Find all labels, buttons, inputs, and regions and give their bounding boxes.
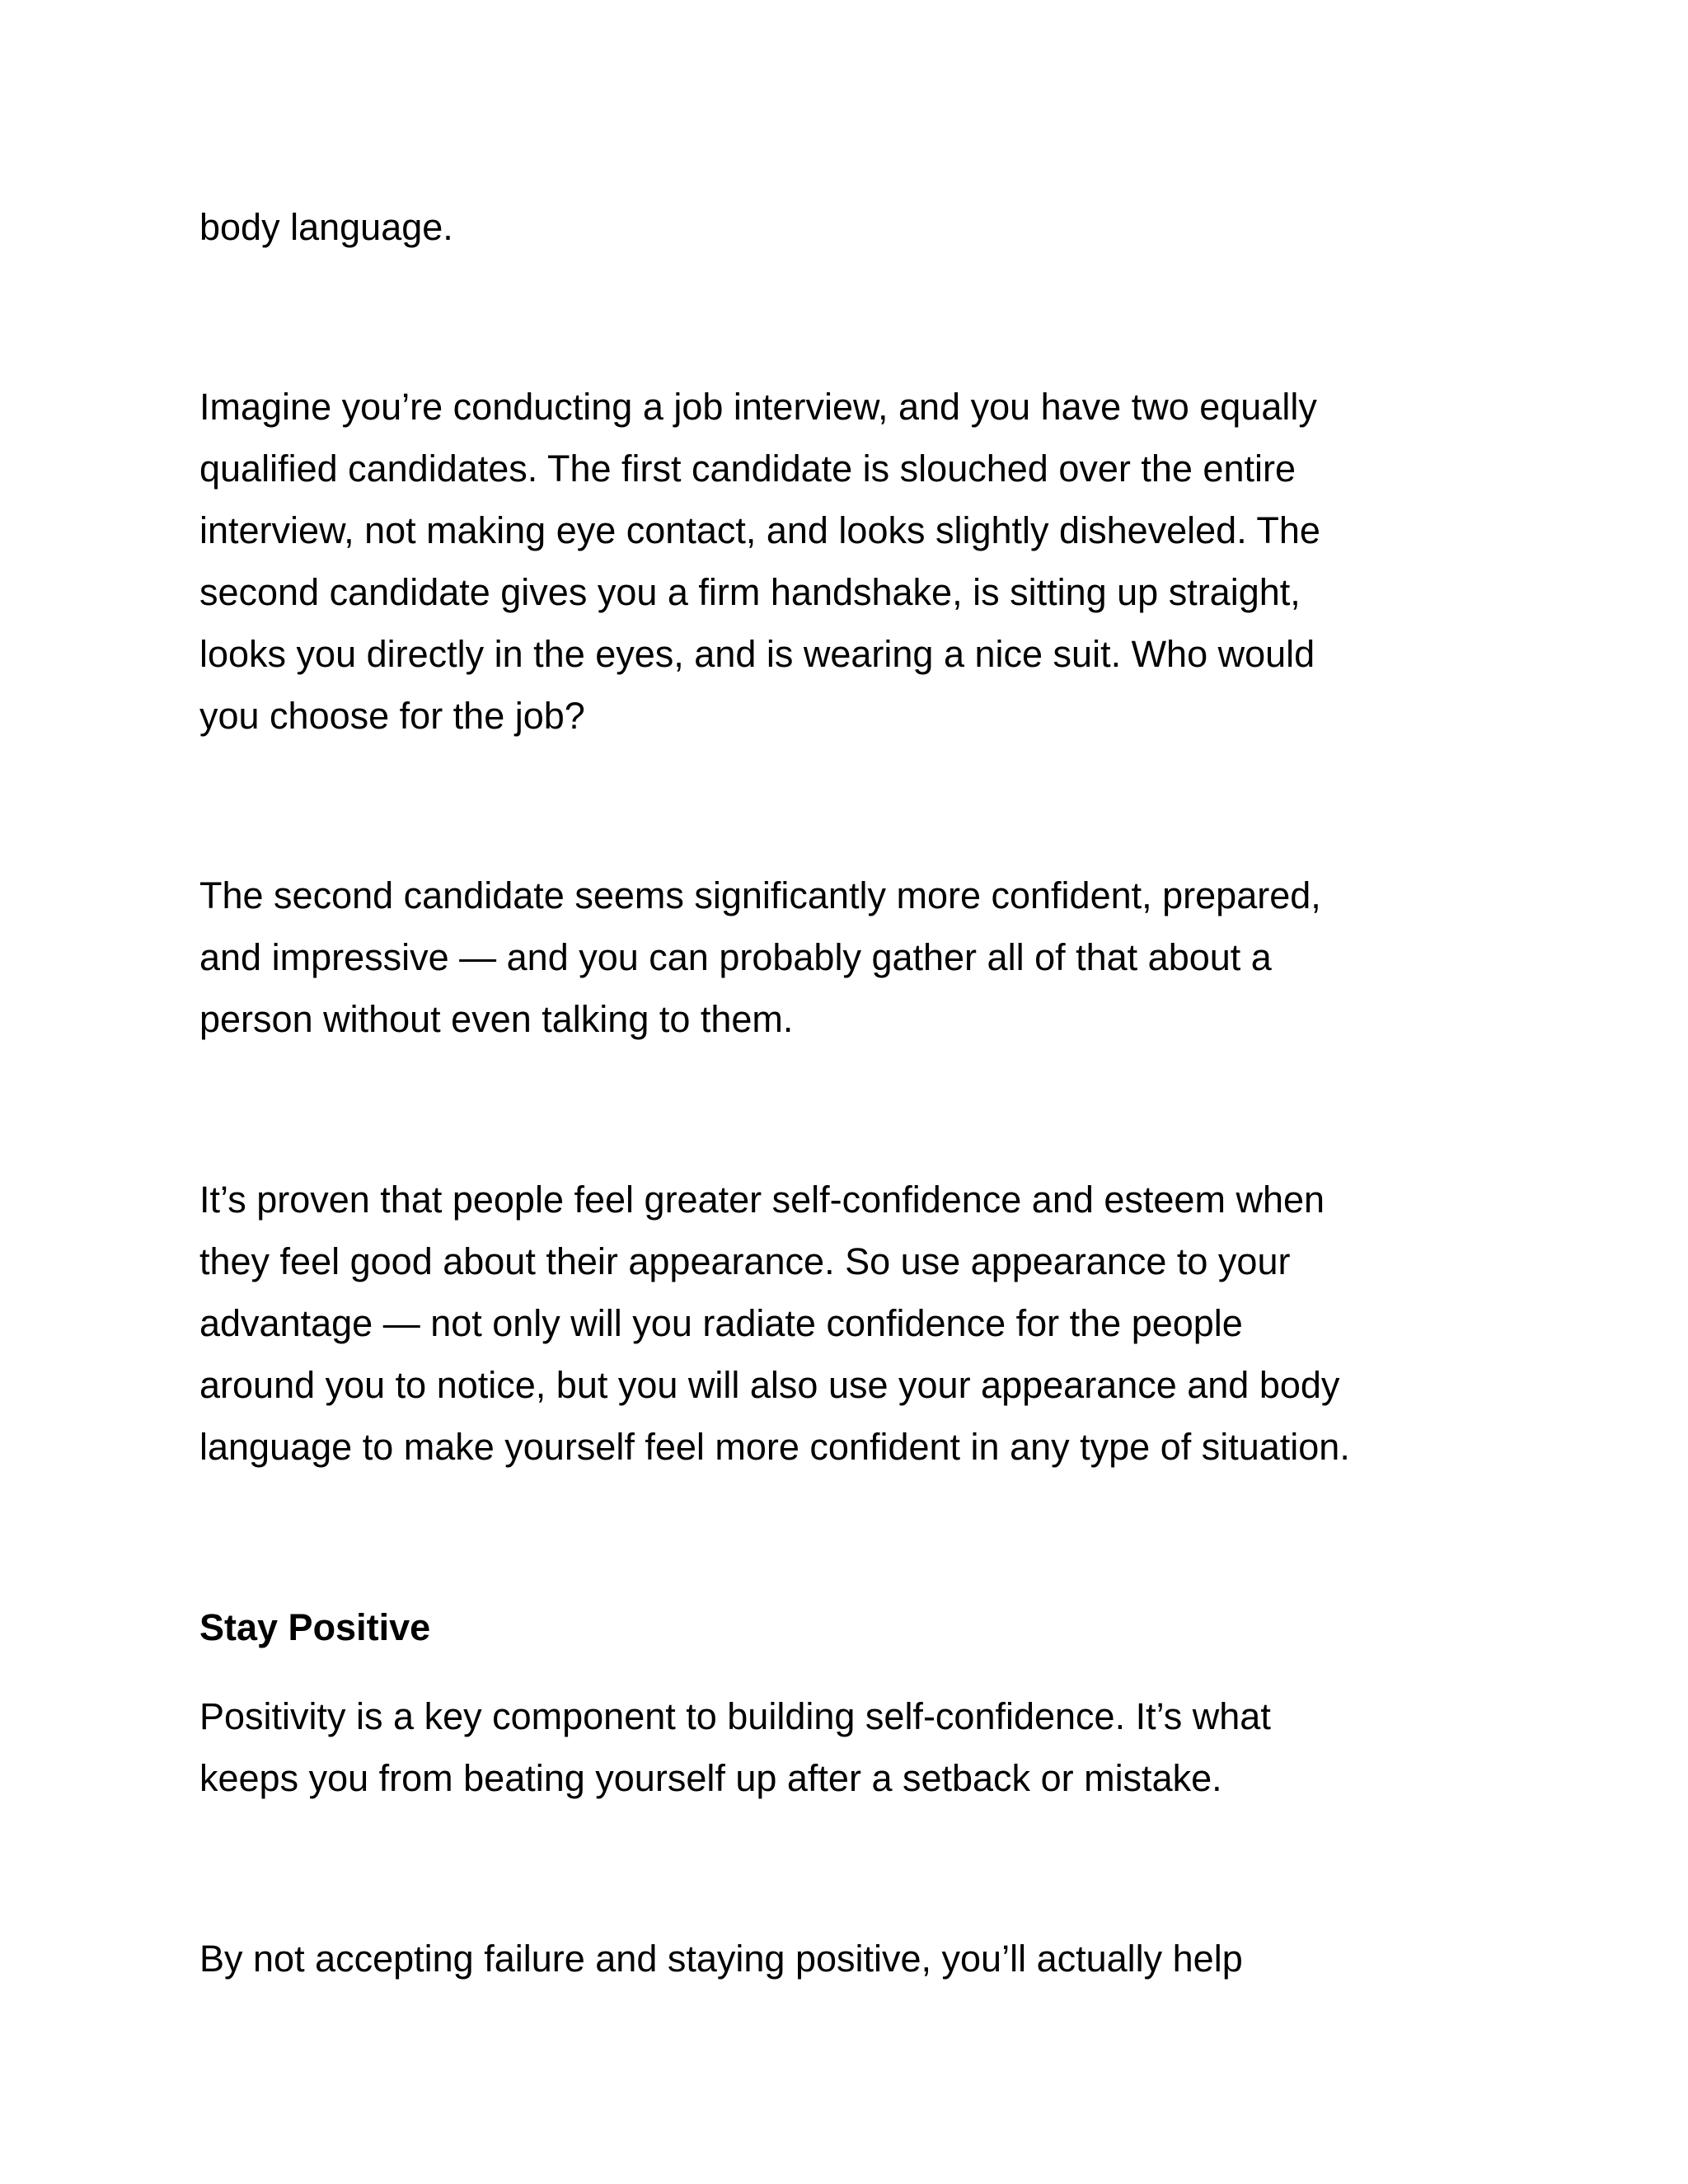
text-line: It’s proven that people feel greater self-confidence and esteem when (199, 1179, 1325, 1221)
text-line: around you to notice, but you will also use your appearance and body (199, 1364, 1340, 1406)
paragraph-positivity (199, 1685, 1518, 1809)
text-line: language to make yourself feel more confident in any type of situation. (199, 1426, 1350, 1468)
paragraph-body-language-end (199, 196, 1518, 258)
text-line: The second candidate seems significantly more confident, prepared, (199, 874, 1321, 916)
text-line: body language. (199, 206, 453, 248)
text-line: Positivity is a key component to building self-confidence. It’s what (199, 1695, 1271, 1737)
paragraph-second-candidate (199, 865, 1518, 1050)
text-line: looks you directly in the eyes, and is wearing a nice suit. Who would (199, 633, 1315, 675)
text-line: keeps you from beating yourself up after a setback or mistake. (199, 1757, 1222, 1799)
paragraph-not-accepting-failure (199, 1928, 1518, 1990)
text-line: By not accepting failure and staying positive, you’ll actually help (199, 1938, 1243, 1980)
text-line: you choose for the job? (199, 695, 585, 737)
section-heading-stay-positive: Stay Positive (199, 1606, 431, 1648)
text-line: and impressive — and you can probably gather all of that about a (199, 936, 1272, 978)
paragraph-job-interview (199, 376, 1518, 747)
paragraph-appearance (199, 1169, 1518, 1478)
text-line: person without even talking to them. (199, 998, 794, 1040)
text-line: advantage — not only will you radiate confidence for the people (199, 1302, 1243, 1344)
text-line: qualified candidates. The first candidate is slouched over the entire (199, 448, 1296, 490)
text-line: Imagine you’re conducting a job interview, and you have two equally (199, 386, 1317, 428)
text-line: interview, not making eye contact, and looks slightly disheveled. The (199, 509, 1320, 551)
text-line: second candidate gives you a firm handshake, is sitting up straight, (199, 571, 1301, 613)
text-line: they feel good about their appearance. So use appearance to your (199, 1240, 1291, 1282)
